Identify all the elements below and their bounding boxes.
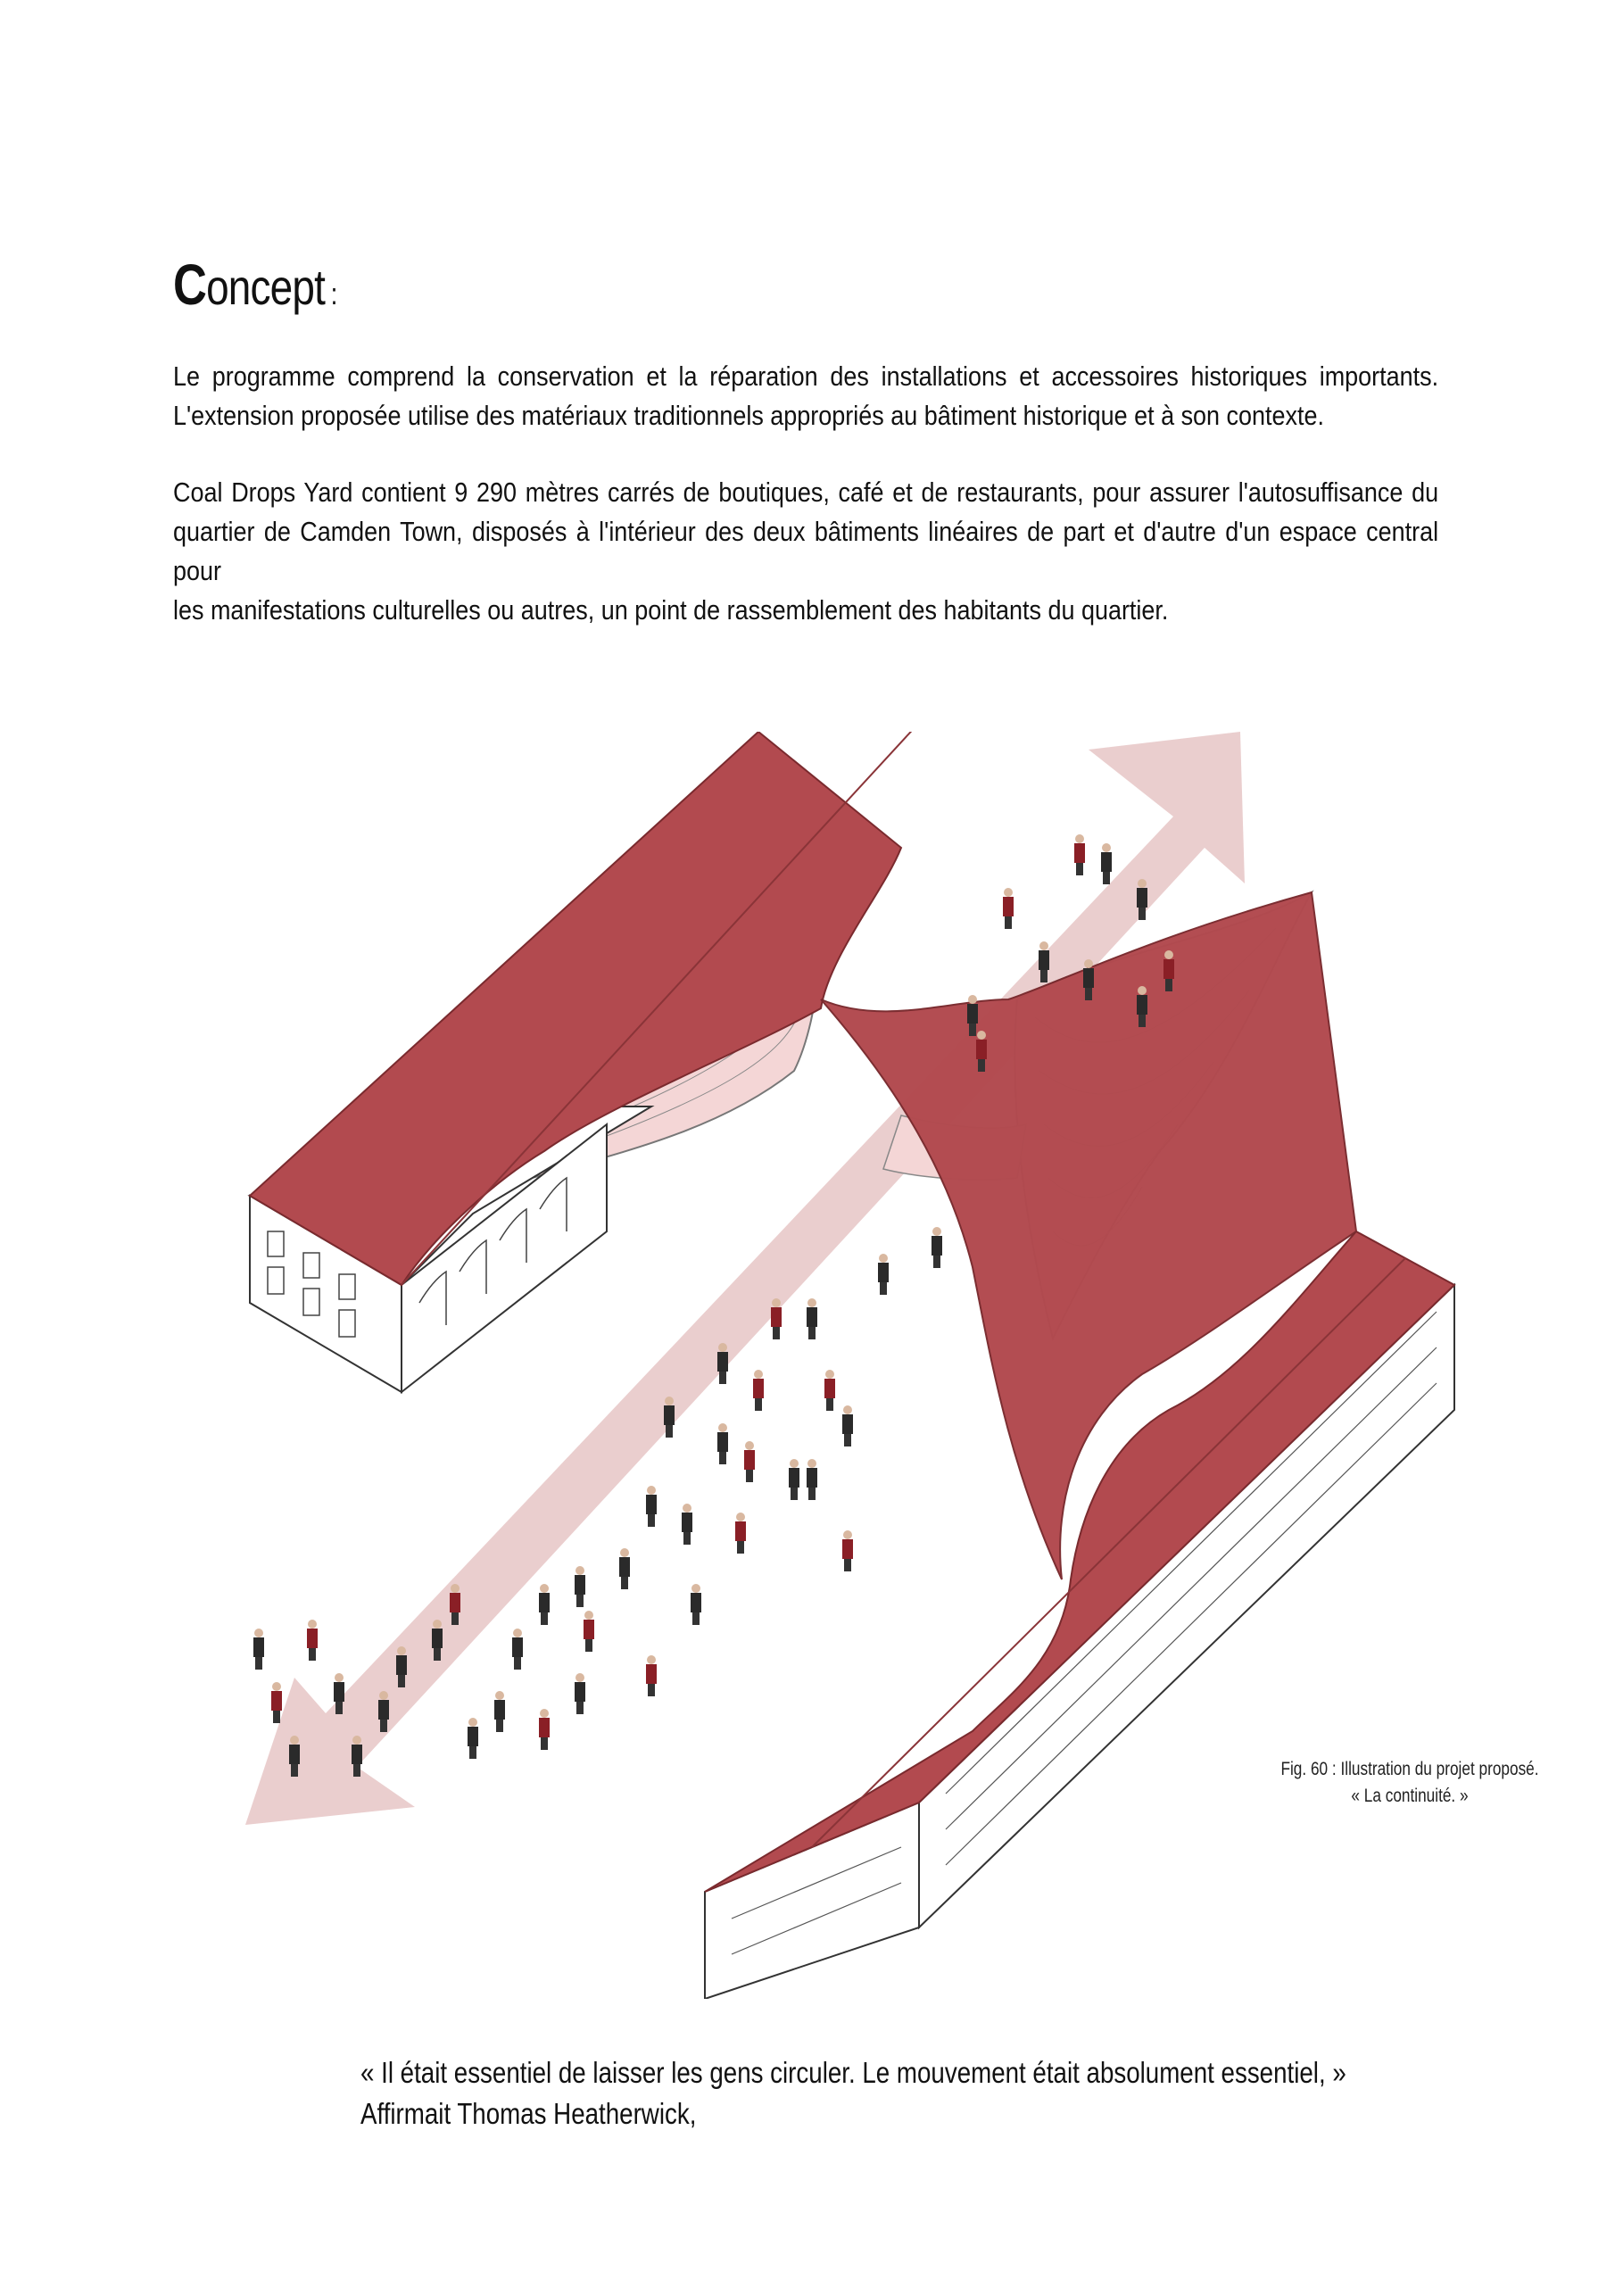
building-right	[705, 892, 1454, 1999]
quote-attribution: Affirmait Thomas Heatherwick,	[360, 2097, 697, 2130]
person-figure	[271, 1682, 282, 1723]
person-figure	[717, 1343, 728, 1384]
paragraph-line: Le programme comprend la conservation et la réparation des installations et accessoires historiques importants.	[173, 361, 1439, 392]
person-figure	[575, 1566, 585, 1607]
person-figure	[842, 1530, 853, 1571]
person-figure	[807, 1459, 817, 1500]
person-figure	[682, 1504, 692, 1545]
person-figure	[789, 1459, 799, 1500]
person-figure	[646, 1655, 657, 1696]
person-figure	[468, 1718, 478, 1759]
paragraph-line: quartier de Camden Town, disposés à l'intérieur des deux bâtiments linéaires de part et d'autre d'un espace central pour	[173, 516, 1439, 586]
caption-line: « La continuité. »	[1351, 1786, 1469, 1806]
person-figure	[807, 1298, 817, 1339]
person-figure	[744, 1441, 755, 1482]
person-figure	[512, 1629, 523, 1670]
paragraph-coal-drops	[173, 473, 1438, 630]
caption-line: Fig. 60 : Illustration du projet proposé.	[1280, 1759, 1539, 1779]
paragraph-line: L'extension proposée utilise des matériaux traditionnels appropriés au bâtiment historique et à son contexte.	[173, 400, 1324, 431]
person-figure	[1074, 834, 1085, 875]
person-figure	[539, 1709, 550, 1750]
building-left	[250, 732, 919, 1392]
person-figure	[932, 1227, 942, 1268]
person-figure	[253, 1629, 264, 1670]
person-figure	[494, 1691, 505, 1732]
person-figure	[584, 1611, 594, 1652]
person-figure	[771, 1298, 782, 1339]
person-figure	[1101, 843, 1112, 884]
person-figure	[753, 1370, 764, 1411]
person-figure	[619, 1548, 630, 1589]
heading-initial: C	[173, 253, 207, 317]
person-figure	[824, 1370, 835, 1411]
person-figure	[575, 1673, 585, 1714]
person-figure	[1003, 888, 1014, 929]
paragraph-line: les manifestations culturelles ou autres, un point de rassemblement des habitants du quartier.	[173, 594, 1169, 626]
quote-text: « Il était essentiel de laisser les gens circuler. Le mouvement était absolument essentiel, »	[360, 2056, 1346, 2089]
paragraph-intro	[173, 357, 1438, 435]
person-figure	[646, 1486, 657, 1527]
section-heading	[173, 252, 337, 318]
person-figure	[735, 1513, 746, 1554]
person-figure	[842, 1405, 853, 1446]
person-figure	[691, 1584, 701, 1625]
person-figure	[539, 1584, 550, 1625]
closing-quote	[360, 2052, 1346, 2134]
person-figure	[307, 1620, 318, 1661]
person-figure	[878, 1254, 889, 1295]
person-figure	[717, 1423, 728, 1464]
heading-colon: :	[330, 278, 337, 311]
figure-caption	[1263, 1756, 1556, 1810]
paragraph-line: Coal Drops Yard contient 9 290 mètres carrés de boutiques, café et de restaurants, pour assurer l'autosuffisance du	[173, 477, 1439, 508]
heading-rest: oncept	[206, 259, 326, 315]
